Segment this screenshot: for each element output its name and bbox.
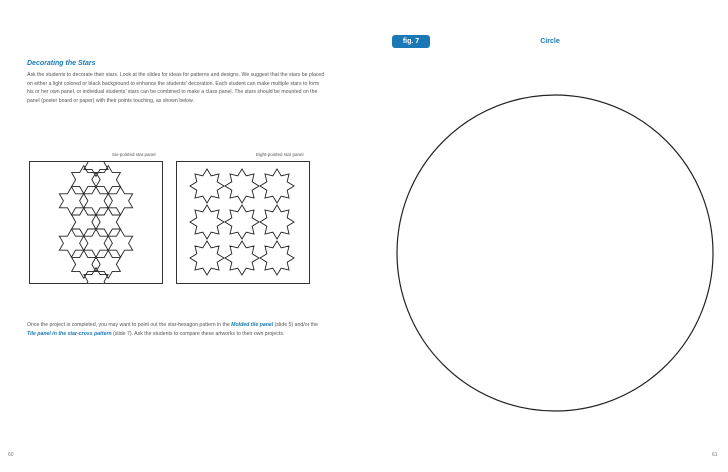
molded-tile-panel-link: Molded tile panel (231, 322, 274, 328)
closing-paragraph (27, 321, 327, 339)
eight-pointed-star-icon (190, 169, 224, 203)
six-star-panel (29, 161, 163, 284)
circle-template-icon (394, 92, 716, 414)
right-page-number: 61 (712, 452, 718, 458)
eight-pointed-star-icon (260, 241, 294, 275)
left-page-number: 60 (8, 452, 14, 458)
six-pointed-star-icon (96, 208, 120, 236)
eight-pointed-star-icon (225, 205, 259, 239)
section-heading: Decorating the Stars (27, 60, 96, 67)
six-pointed-star-icon (108, 187, 132, 215)
eight-pointed-star-icon (260, 205, 294, 239)
six-pointed-star-icon (72, 208, 96, 236)
figure-badge: fig. 7 (392, 35, 430, 48)
eight-pointed-star-icon (190, 205, 224, 239)
six-pointed-star-icon (84, 162, 108, 176)
eight-star-panel-label: Eight-pointed star panel (256, 152, 304, 157)
eight-pointed-star-icon (190, 241, 224, 275)
eight-pointed-star-icon (225, 241, 259, 275)
six-pointed-star-icon (108, 229, 132, 257)
figure-title: Circle (540, 38, 560, 45)
eight-pointed-star-panel-icon (177, 162, 309, 283)
six-pointed-star-icon (84, 187, 108, 215)
six-pointed-star-icon (59, 229, 83, 257)
intro-paragraph: Ask the students to decorate their stars. Look at the slides for ideas for patterns and designs. We suggest that the stars be placed on either a light colored or black background to enhance the students’ decoration. Each student can make multiple stars to form his or her own panel, or individual students’ stars can be combined to make a class panel. The stars should be mounted on the panel (poster board or paper) with their points touching, as shown below. (27, 72, 325, 104)
six-pointed-star-icon (59, 187, 83, 215)
six-star-panel-label: Six-pointed star panel (112, 152, 156, 157)
eight-star-panel (176, 161, 310, 284)
six-pointed-star-icon (84, 229, 108, 257)
star-cross-tile-panel-link: Tile panel in the star-cross pattern (27, 331, 112, 337)
eight-pointed-star-icon (225, 169, 259, 203)
six-pointed-star-icon (84, 268, 108, 283)
closing-text-3: (slide 7). Ask the students to compare these artworks to their own projects. (111, 331, 285, 337)
six-pointed-star-panel-icon (30, 162, 162, 283)
eight-pointed-star-icon (260, 169, 294, 203)
closing-text-2: (slide 5) and/or the (273, 322, 318, 328)
closing-text-1: Once the project is completed, you may want to point out the star-hexagon pattern in the (27, 322, 232, 328)
